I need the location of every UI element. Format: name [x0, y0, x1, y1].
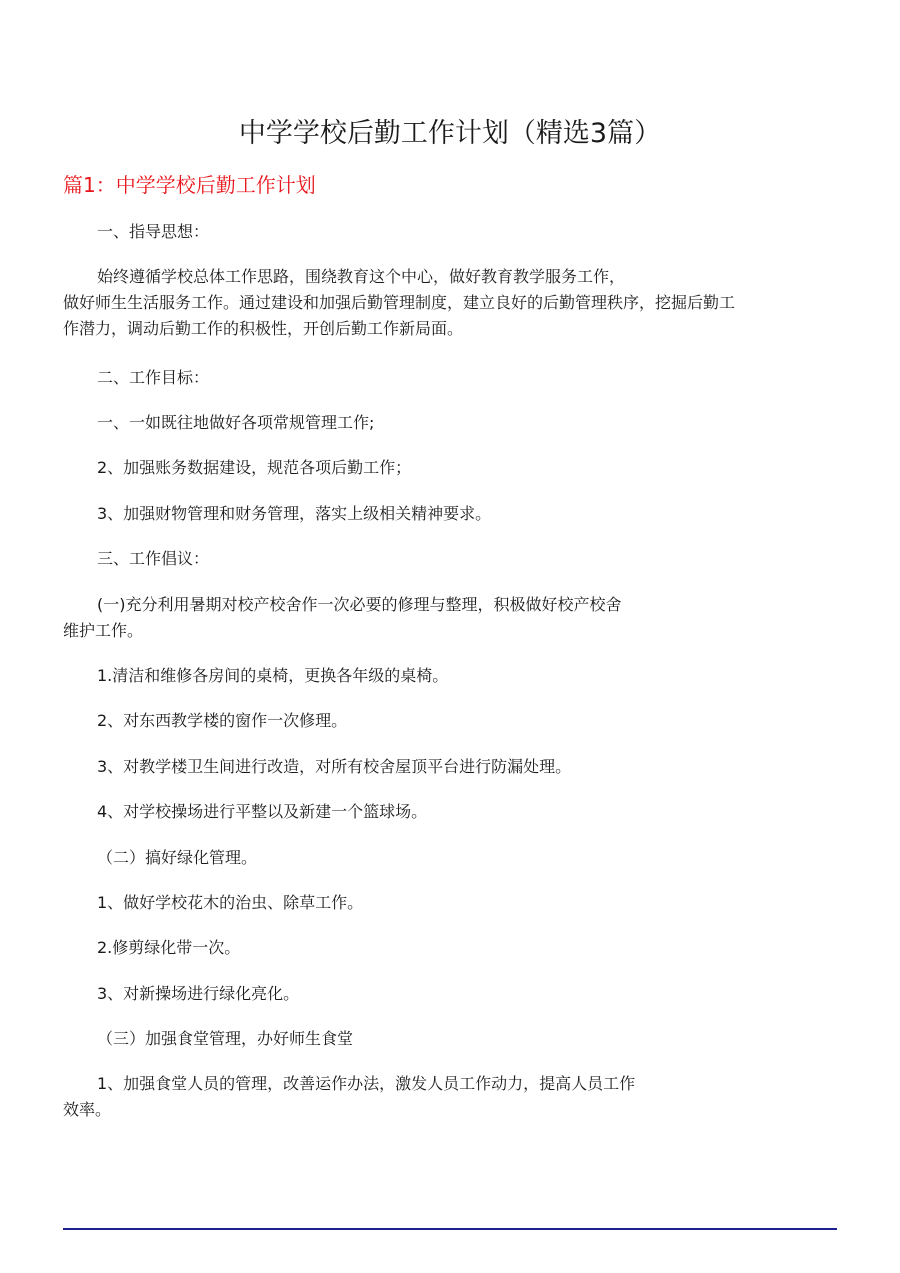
- paragraph-line: 3、对新操场进行绿化亮化。: [97, 984, 300, 1003]
- paragraph: [63, 754, 838, 780]
- paragraph-line: 一、指导思想：: [97, 222, 210, 241]
- paragraph-line: 做好师生生活服务工作。通过建设和加强后勤管理制度，建立良好的后勤管理秩序，挖掘后勤工: [63, 293, 736, 312]
- paragraph-line: 1、加强食堂人员的管理，改善运作办法，激发人员工作动力，提高人员工作: [97, 1074, 636, 1093]
- paragraph-line: 二、工作目标：: [97, 368, 210, 387]
- paragraph: [63, 981, 838, 1007]
- bottom-rule: [63, 1228, 837, 1230]
- paragraph-line: 三、工作倡议：: [97, 549, 210, 568]
- paragraph-line: （二）搞好绿化管理。: [97, 848, 258, 867]
- paragraph: [63, 935, 838, 961]
- paragraph-line: 作潜力，调动后勤工作的积极性，开创后勤工作新局面。: [63, 319, 464, 338]
- paragraph: [63, 1071, 838, 1123]
- paragraph-line: 3、对教学楼卫生间进行改造，对所有校舍屋顶平台进行防漏处理。: [97, 757, 572, 776]
- section-title: 篇1：中学学校后勤工作计划: [63, 173, 316, 197]
- paragraph: [63, 592, 838, 644]
- paragraph: [63, 219, 838, 245]
- paragraph: [63, 1026, 838, 1052]
- paragraph-line: （三）加强食堂管理，办好师生食堂: [97, 1029, 354, 1048]
- document-title: 中学学校后勤工作计划（精选3篇）: [238, 118, 662, 149]
- paragraph-line: 效率。: [63, 1100, 112, 1119]
- paragraph-line: 1.清洁和维修各房间的桌椅，更换各年级的桌椅。: [97, 666, 449, 685]
- paragraph: [63, 845, 838, 871]
- paragraph: [63, 410, 838, 436]
- paragraph-line: 1、做好学校花木的治虫、除草工作。: [97, 893, 364, 912]
- paragraph: [63, 799, 838, 825]
- paragraph: [63, 501, 838, 527]
- paragraph-line: 一、一如既往地做好各项常规管理工作;: [97, 413, 375, 432]
- paragraph-line: (一)充分利用暑期对校产校舍作一次必要的修理与整理，积极做好校产校舍: [97, 595, 622, 614]
- paragraph: [63, 365, 838, 391]
- paragraph: [63, 708, 838, 734]
- paragraph: [63, 663, 838, 689]
- paragraph-line: 2.修剪绿化带一次。: [97, 938, 241, 957]
- paragraph-line: 2、对东西教学楼的窗作一次修理。: [97, 711, 348, 730]
- paragraph: [63, 264, 838, 342]
- paragraph-line: 2、加强账务数据建设，规范各项后勤工作；: [97, 458, 412, 477]
- paragraph-line: 始终遵循学校总体工作思路，围绕教育这个中心，做好教育教学服务工作，: [97, 267, 626, 286]
- paragraph: [63, 546, 838, 572]
- paragraph-line: 3、加强财物管理和财务管理，落实上级相关精神要求。: [97, 504, 492, 523]
- paragraph-line: 维护工作。: [63, 621, 144, 640]
- paragraph: [63, 890, 838, 916]
- paragraph: [63, 455, 838, 481]
- paragraph-line: 4、对学校操场进行平整以及新建一个篮球场。: [97, 802, 428, 821]
